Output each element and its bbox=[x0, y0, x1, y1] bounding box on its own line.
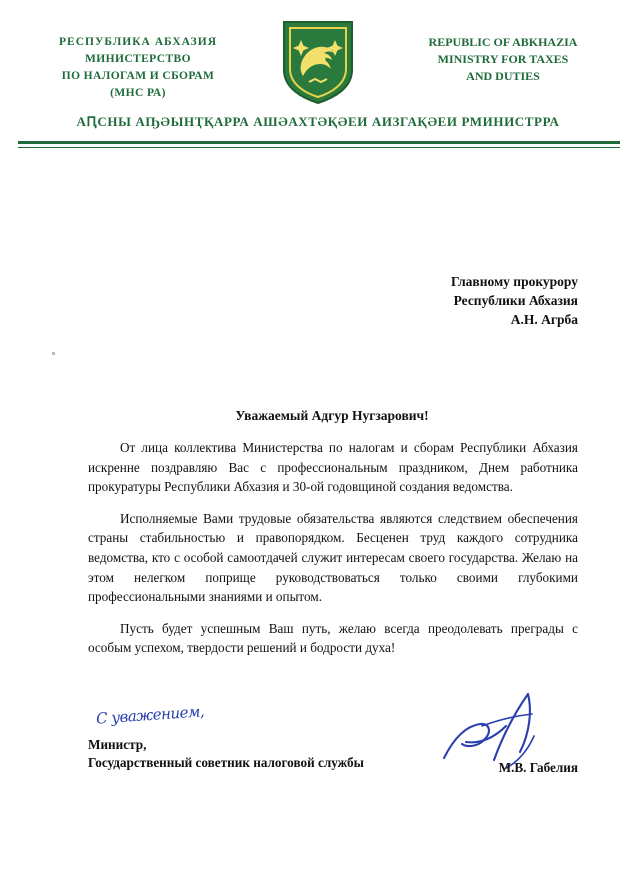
letterhead-russian-line-2: МИНИСТЕРСТВО bbox=[85, 53, 191, 65]
letterhead-russian-line-4: (МНС РА) bbox=[110, 87, 166, 99]
letterhead-english-line-2: MINISTRY FOR TAXES bbox=[437, 52, 569, 66]
letterhead-divider-thick bbox=[18, 141, 620, 144]
letterhead-divider-thin bbox=[18, 147, 620, 148]
letter-paragraph-2: Исполняемые Вами трудовые обязательства являются следствием обеспечения страны стабильностью и правопорядком. Бесценен труд каждого сотрудника ведомства, кто с особой самоотдачей служит интересам своего государства. Желаю на этом нелегком поприще руководствоваться только своими глубокими профессиональными знаниями и опытом. bbox=[88, 510, 578, 605]
addressee-line-1: Главному прокурору bbox=[451, 274, 578, 289]
letterhead-russian-line-3: ПО НАЛОГАМ И СБОРАМ bbox=[61, 70, 215, 82]
signer-name: М.В. Габелия bbox=[498, 760, 578, 775]
abkhazia-coat-of-arms-icon bbox=[279, 18, 357, 106]
letterhead-abkhaz-line: АԤСНЫ АҦӘЫНҬҚАРРА АШӘАХТӘҚӘЕИ АИЗГАҚӘЕИ РМИНИСТРРА bbox=[76, 114, 560, 129]
addressee-line-3: А.Н. Агрба bbox=[510, 312, 578, 327]
letterhead-english-line-1: REPUBLIC OF ABKHAZIA bbox=[428, 35, 578, 49]
signer-title-line-1: Министр, bbox=[88, 737, 147, 752]
signer-title-line-2: Государственный советник налоговой службы bbox=[88, 755, 364, 770]
addressee-line-2: Республики Абхазия bbox=[453, 293, 578, 308]
letter-paragraph-3: Пусть будет успешным Ваш путь, желаю всегда преодолевать преграды с особым успехом, твердости решений и бодрости духа! bbox=[88, 620, 578, 656]
salutation: Уважаемый Адгур Нугзарович! bbox=[235, 408, 429, 423]
letterhead-russian-line-1: РЕСПУБЛИКА АБХАЗИЯ bbox=[59, 36, 217, 48]
letter-paragraph-1: От лица коллектива Министерства по налогам и сборам Республики Абхазия искренне поздравляю Вас с профессиональным праздником, Днем работника прокуратуры Республики Абхазия и 30-ой годовщиной создания ведомства. bbox=[88, 440, 578, 495]
letterhead-russian-block bbox=[18, 34, 258, 102]
signer-title-block bbox=[88, 736, 488, 772]
handwritten-closing: С уважением, bbox=[95, 702, 205, 728]
letterhead-english-line-3: AND DUTIES bbox=[466, 69, 540, 83]
addressee-block bbox=[451, 272, 578, 329]
letterhead bbox=[0, 0, 636, 150]
scan-artifact bbox=[52, 352, 55, 355]
letter-body bbox=[88, 438, 578, 670]
letterhead-english-block bbox=[388, 34, 618, 85]
